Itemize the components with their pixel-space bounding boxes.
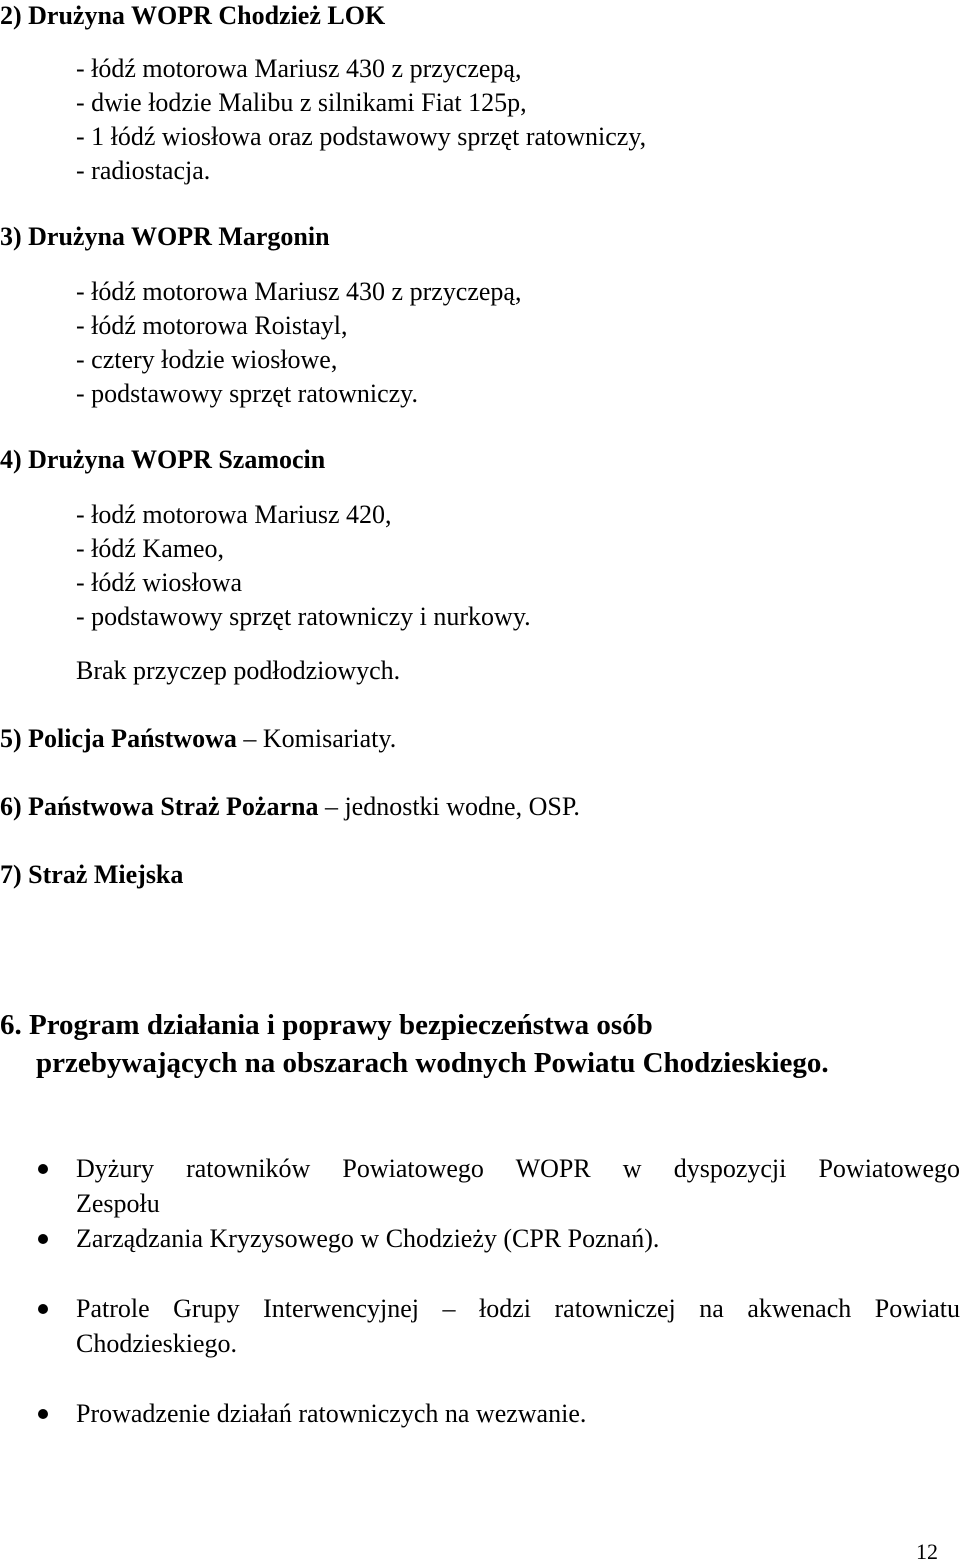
bullet-1-line-1: Dyżury ratowników Powiatowego WOPR w dyspozycji Powiatowego bbox=[76, 1154, 960, 1183]
bullet-icon bbox=[38, 1164, 48, 1174]
page-number: 12 bbox=[916, 1539, 938, 1564]
bullet-icon bbox=[38, 1304, 48, 1314]
list-item: - łódź motorowa Mariusz 430 z przyczepą, bbox=[76, 277, 522, 306]
list-item: - łódź Kameo, bbox=[76, 534, 225, 563]
chapter-title-line-2: przebywających na obszarach wodnych Powiatu Chodzieskiego. bbox=[36, 1047, 829, 1079]
list-item: - łódź wiosłowa bbox=[76, 568, 243, 597]
section-5-rest: – Komisariaty. bbox=[236, 724, 397, 753]
list-item: - 1 łódź wiosłowa oraz podstawowy sprzęt ratowniczy, bbox=[76, 122, 647, 151]
section-7-heading: 7) Straż Miejska bbox=[0, 860, 184, 889]
bullet-2-line-1: Zarządzania Kryzysowego w Chodzieży (CPR Poznań). bbox=[76, 1224, 660, 1253]
bullet-3-line-1: Patrole Grupy Interwencyjnej – łodzi ratowniczej na akwenach Powiatu bbox=[76, 1294, 960, 1323]
chapter-title-line-1: 6. Program działania i poprawy bezpieczeństwa osób bbox=[0, 1009, 653, 1041]
section-5-heading: 5) Policja Państwowa bbox=[0, 724, 237, 753]
section-3-heading: 3) Drużyna WOPR Margonin bbox=[0, 222, 330, 251]
bullet-4-line-1: Prowadzenie działań ratowniczych na wezwanie. bbox=[76, 1399, 587, 1428]
bullet-icon bbox=[38, 1234, 48, 1244]
bullet-icon bbox=[38, 1409, 48, 1419]
bullet-3-line-2: Chodzieskiego. bbox=[76, 1329, 238, 1358]
list-item: - łodź motorowa Mariusz 420, bbox=[76, 500, 392, 529]
list-item: - podstawowy sprzęt ratowniczy i nurkowy. bbox=[76, 602, 531, 631]
list-item: - łódź motorowa Roistayl, bbox=[76, 311, 348, 340]
section-4-heading: 4) Drużyna WOPR Szamocin bbox=[0, 445, 326, 474]
list-item: - dwie łodzie Malibu z silnikami Fiat 125p, bbox=[76, 88, 527, 117]
list-item: - łódź motorowa Mariusz 430 z przyczepą, bbox=[76, 54, 522, 83]
section-6-heading: 6) Państwowa Straż Pożarna bbox=[0, 792, 319, 821]
bullet-1-line-2: Zespołu bbox=[76, 1189, 160, 1218]
section-4-note: Brak przyczep podłodziowych. bbox=[76, 656, 401, 685]
list-item: - cztery łodzie wiosłowe, bbox=[76, 345, 338, 374]
list-item: - radiostacja. bbox=[76, 156, 211, 185]
list-item: - podstawowy sprzęt ratowniczy. bbox=[76, 379, 418, 408]
section-6-rest: – jednostki wodne, OSP. bbox=[318, 792, 580, 821]
section-6 bbox=[0, 791, 580, 823]
section-2-heading: 2) Drużyna WOPR Chodzież LOK bbox=[0, 1, 386, 30]
section-5 bbox=[0, 723, 396, 755]
